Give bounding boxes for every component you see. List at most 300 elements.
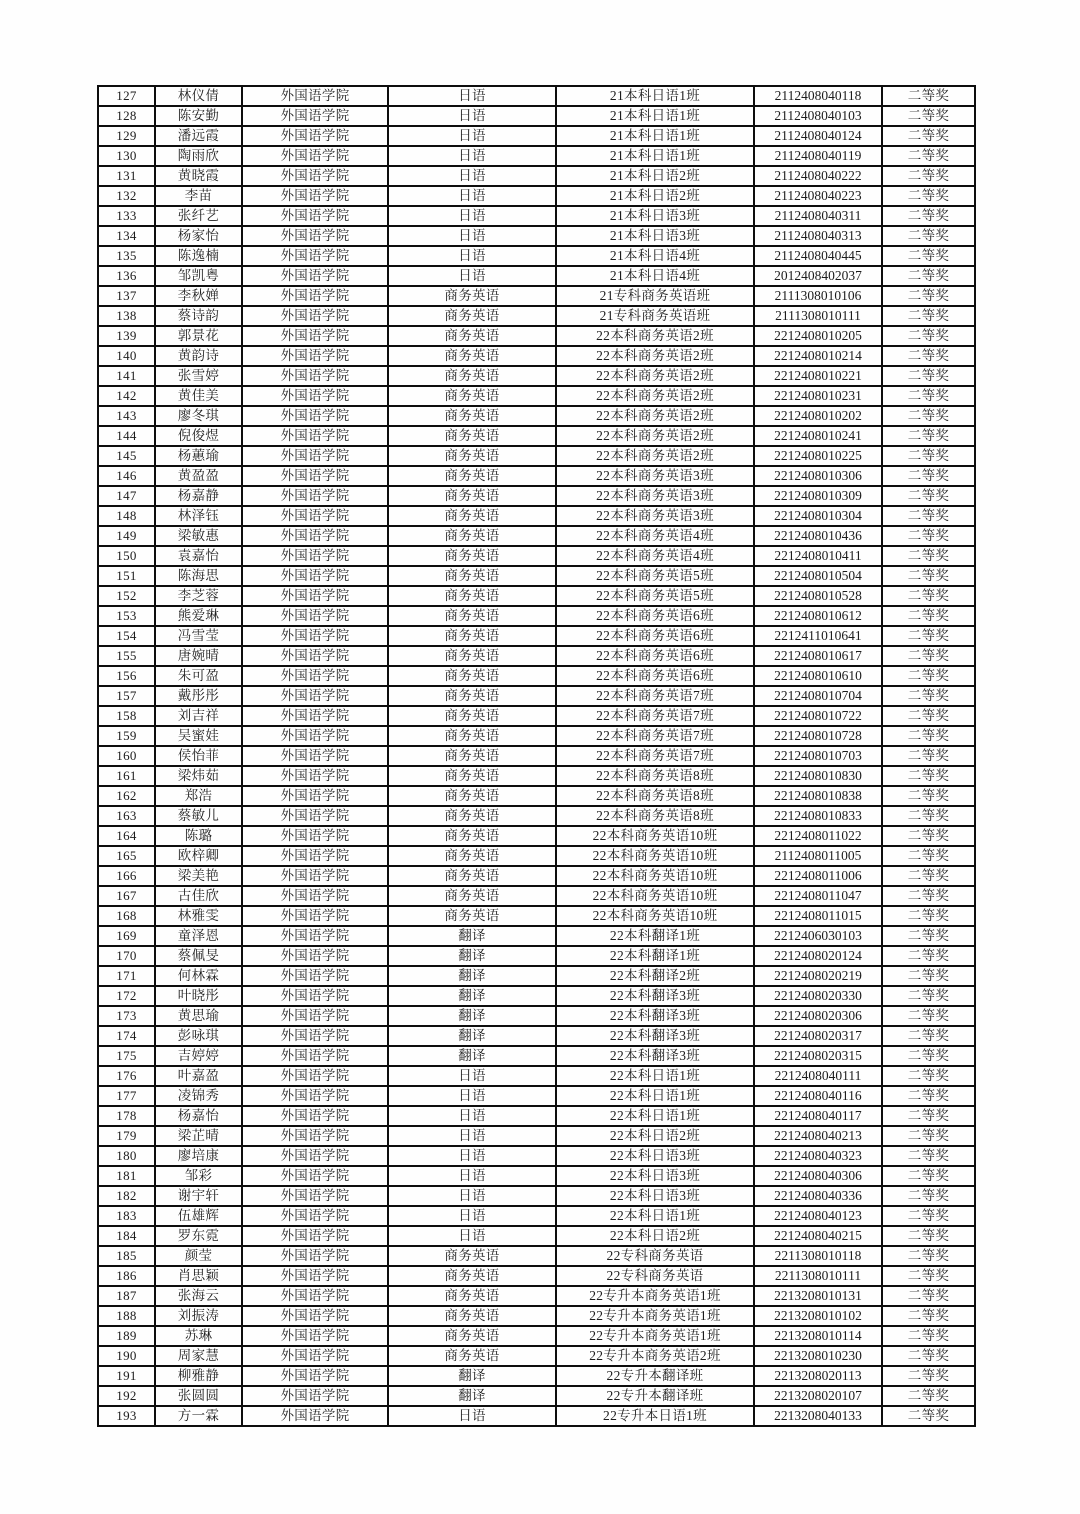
cell-award: 二等奖	[882, 86, 975, 106]
cell-class_name: 22本科商务英语2班	[556, 346, 754, 366]
cell-name: 梁芷晴	[155, 1126, 242, 1146]
table-row	[98, 986, 975, 1006]
cell-number: 132	[98, 186, 155, 206]
cell-number: 128	[98, 106, 155, 126]
cell-college: 外国语学院	[242, 886, 388, 906]
cell-college: 外国语学院	[242, 926, 388, 946]
cell-college: 外国语学院	[242, 326, 388, 346]
cell-college: 外国语学院	[242, 446, 388, 466]
cell-award: 二等奖	[882, 1246, 975, 1266]
cell-class_name: 22专升本日语1班	[556, 1406, 754, 1426]
cell-college: 外国语学院	[242, 406, 388, 426]
cell-student_id: 2213208040133	[754, 1406, 882, 1426]
table-row	[98, 646, 975, 666]
cell-major: 商务英语	[388, 826, 556, 846]
cell-class_name: 22本科日语2班	[556, 1126, 754, 1146]
cell-student_id: 2212408011006	[754, 866, 882, 886]
cell-number: 174	[98, 1026, 155, 1046]
cell-college: 外国语学院	[242, 1406, 388, 1426]
table-row	[98, 386, 975, 406]
cell-college: 外国语学院	[242, 1086, 388, 1106]
table-row	[98, 346, 975, 366]
cell-student_id: 2112408040311	[754, 206, 882, 226]
cell-major: 商务英语	[388, 766, 556, 786]
cell-student_id: 2212408010304	[754, 506, 882, 526]
cell-award: 二等奖	[882, 906, 975, 926]
cell-name: 林泽钰	[155, 506, 242, 526]
cell-class_name: 21本科日语1班	[556, 146, 754, 166]
cell-college: 外国语学院	[242, 1386, 388, 1406]
cell-award: 二等奖	[882, 146, 975, 166]
cell-student_id: 2112408040223	[754, 186, 882, 206]
cell-award: 二等奖	[882, 666, 975, 686]
table-row	[98, 246, 975, 266]
cell-class_name: 22本科商务英语7班	[556, 726, 754, 746]
cell-class_name: 21本科日语3班	[556, 226, 754, 246]
cell-name: 黄盈盈	[155, 466, 242, 486]
cell-college: 外国语学院	[242, 646, 388, 666]
cell-class_name: 22本科日语3班	[556, 1146, 754, 1166]
table-row	[98, 906, 975, 926]
cell-college: 外国语学院	[242, 706, 388, 726]
cell-student_id: 2212408010221	[754, 366, 882, 386]
cell-number: 157	[98, 686, 155, 706]
cell-number: 147	[98, 486, 155, 506]
cell-class_name: 22本科商务英语2班	[556, 386, 754, 406]
cell-name: 蔡敏儿	[155, 806, 242, 826]
cell-college: 外国语学院	[242, 1286, 388, 1306]
cell-major: 商务英语	[388, 546, 556, 566]
cell-name: 苏琳	[155, 1326, 242, 1346]
cell-major: 商务英语	[388, 886, 556, 906]
cell-class_name: 22本科商务英语10班	[556, 886, 754, 906]
cell-number: 175	[98, 1046, 155, 1066]
cell-name: 黄晓霞	[155, 166, 242, 186]
cell-class_name: 22本科翻译3班	[556, 1026, 754, 1046]
cell-student_id: 2212408010309	[754, 486, 882, 506]
cell-name: 林仪倩	[155, 86, 242, 106]
cell-class_name: 21本科日语3班	[556, 206, 754, 226]
cell-major: 日语	[388, 226, 556, 246]
cell-major: 商务英语	[388, 846, 556, 866]
cell-student_id: 2112408011005	[754, 846, 882, 866]
cell-award: 二等奖	[882, 1166, 975, 1186]
cell-student_id: 2212408040117	[754, 1106, 882, 1126]
cell-college: 外国语学院	[242, 806, 388, 826]
cell-number: 141	[98, 366, 155, 386]
cell-class_name: 22本科翻译3班	[556, 1046, 754, 1066]
cell-student_id: 2212408040336	[754, 1186, 882, 1206]
cell-name: 吉婷婷	[155, 1046, 242, 1066]
cell-number: 129	[98, 126, 155, 146]
cell-number: 185	[98, 1246, 155, 1266]
table-row	[98, 926, 975, 946]
cell-name: 罗东霓	[155, 1226, 242, 1246]
cell-student_id: 2112408040313	[754, 226, 882, 246]
cell-major: 商务英语	[388, 906, 556, 926]
cell-major: 日语	[388, 166, 556, 186]
table-row	[98, 886, 975, 906]
cell-name: 廖冬琪	[155, 406, 242, 426]
cell-student_id: 2212408010205	[754, 326, 882, 346]
cell-major: 商务英语	[388, 526, 556, 546]
cell-name: 张圆圆	[155, 1386, 242, 1406]
cell-name: 周家慧	[155, 1346, 242, 1366]
table-row	[98, 266, 975, 286]
cell-award: 二等奖	[882, 586, 975, 606]
table-row	[98, 226, 975, 246]
table-row	[98, 526, 975, 546]
cell-number: 190	[98, 1346, 155, 1366]
cell-college: 外国语学院	[242, 846, 388, 866]
cell-college: 外国语学院	[242, 166, 388, 186]
table-row	[98, 686, 975, 706]
cell-number: 163	[98, 806, 155, 826]
cell-number: 165	[98, 846, 155, 866]
cell-award: 二等奖	[882, 266, 975, 286]
cell-student_id: 2212408010411	[754, 546, 882, 566]
cell-award: 二等奖	[882, 366, 975, 386]
cell-college: 外国语学院	[242, 1106, 388, 1126]
cell-class_name: 21本科日语1班	[556, 126, 754, 146]
cell-major: 商务英语	[388, 726, 556, 746]
table-row	[98, 1226, 975, 1246]
cell-major: 日语	[388, 106, 556, 126]
cell-major: 翻译	[388, 926, 556, 946]
cell-number: 139	[98, 326, 155, 346]
cell-student_id: 2213208020107	[754, 1386, 882, 1406]
cell-name: 刘吉祥	[155, 706, 242, 726]
cell-class_name: 22本科商务英语8班	[556, 786, 754, 806]
cell-number: 154	[98, 626, 155, 646]
cell-class_name: 21专科商务英语班	[556, 306, 754, 326]
cell-major: 日语	[388, 1406, 556, 1426]
cell-major: 商务英语	[388, 346, 556, 366]
cell-award: 二等奖	[882, 526, 975, 546]
table-row	[98, 1026, 975, 1046]
cell-college: 外国语学院	[242, 506, 388, 526]
cell-class_name: 22专升本商务英语2班	[556, 1346, 754, 1366]
cell-major: 商务英语	[388, 1326, 556, 1346]
table-row	[98, 1066, 975, 1086]
cell-class_name: 21专科商务英语班	[556, 286, 754, 306]
cell-name: 倪俊煜	[155, 426, 242, 446]
cell-name: 欧梓卿	[155, 846, 242, 866]
cell-major: 翻译	[388, 986, 556, 1006]
cell-college: 外国语学院	[242, 1006, 388, 1026]
cell-class_name: 22专升本商务英语1班	[556, 1286, 754, 1306]
cell-college: 外国语学院	[242, 566, 388, 586]
cell-award: 二等奖	[882, 1346, 975, 1366]
cell-name: 蔡诗韵	[155, 306, 242, 326]
cell-number: 193	[98, 1406, 155, 1426]
cell-college: 外国语学院	[242, 86, 388, 106]
cell-number: 184	[98, 1226, 155, 1246]
cell-college: 外国语学院	[242, 1206, 388, 1226]
cell-class_name: 22本科商务英语2班	[556, 366, 754, 386]
cell-college: 外国语学院	[242, 606, 388, 626]
cell-award: 二等奖	[882, 1406, 975, 1426]
cell-name: 刘振涛	[155, 1306, 242, 1326]
cell-class_name: 22本科商务英语2班	[556, 426, 754, 446]
cell-award: 二等奖	[882, 1146, 975, 1166]
cell-student_id: 2212408010504	[754, 566, 882, 586]
cell-college: 外国语学院	[242, 746, 388, 766]
cell-class_name: 22本科商务英语8班	[556, 806, 754, 826]
cell-student_id: 2212408010838	[754, 786, 882, 806]
cell-name: 潘远霞	[155, 126, 242, 146]
cell-class_name: 22本科商务英语3班	[556, 466, 754, 486]
cell-major: 日语	[388, 1086, 556, 1106]
cell-name: 彭咏琪	[155, 1026, 242, 1046]
cell-award: 二等奖	[882, 346, 975, 366]
cell-student_id: 2112408040118	[754, 86, 882, 106]
table-row	[98, 606, 975, 626]
cell-number: 160	[98, 746, 155, 766]
awards-table	[97, 85, 976, 1427]
cell-class_name: 22本科商务英语6班	[556, 666, 754, 686]
cell-class_name: 22专升本翻译班	[556, 1366, 754, 1386]
cell-student_id: 2212408010241	[754, 426, 882, 446]
cell-student_id: 2212408010214	[754, 346, 882, 366]
cell-number: 152	[98, 586, 155, 606]
cell-award: 二等奖	[882, 1026, 975, 1046]
cell-major: 商务英语	[388, 426, 556, 446]
cell-name: 吴蜜娃	[155, 726, 242, 746]
cell-award: 二等奖	[882, 506, 975, 526]
cell-student_id: 2212408040213	[754, 1126, 882, 1146]
cell-award: 二等奖	[882, 886, 975, 906]
table-row	[98, 586, 975, 606]
table-row	[98, 186, 975, 206]
cell-name: 张海云	[155, 1286, 242, 1306]
cell-award: 二等奖	[882, 406, 975, 426]
cell-number: 159	[98, 726, 155, 746]
cell-college: 外国语学院	[242, 346, 388, 366]
cell-student_id: 2212408020306	[754, 1006, 882, 1026]
cell-name: 郭景花	[155, 326, 242, 346]
cell-award: 二等奖	[882, 1186, 975, 1206]
cell-student_id: 2112408040445	[754, 246, 882, 266]
table-row	[98, 1146, 975, 1166]
cell-major: 商务英语	[388, 366, 556, 386]
cell-award: 二等奖	[882, 726, 975, 746]
cell-name: 柳雅静	[155, 1366, 242, 1386]
cell-award: 二等奖	[882, 286, 975, 306]
cell-student_id: 2212408011022	[754, 826, 882, 846]
cell-award: 二等奖	[882, 486, 975, 506]
cell-number: 138	[98, 306, 155, 326]
cell-name: 黄思瑜	[155, 1006, 242, 1026]
cell-number: 135	[98, 246, 155, 266]
cell-college: 外国语学院	[242, 866, 388, 886]
cell-college: 外国语学院	[242, 366, 388, 386]
table-row	[98, 1206, 975, 1226]
cell-major: 商务英语	[388, 1266, 556, 1286]
cell-number: 183	[98, 1206, 155, 1226]
cell-class_name: 22本科商务英语10班	[556, 826, 754, 846]
table-row	[98, 1126, 975, 1146]
cell-number: 144	[98, 426, 155, 446]
cell-award: 二等奖	[882, 1226, 975, 1246]
cell-college: 外国语学院	[242, 1346, 388, 1366]
cell-number: 130	[98, 146, 155, 166]
table-row	[98, 106, 975, 126]
cell-college: 外国语学院	[242, 1146, 388, 1166]
cell-major: 商务英语	[388, 326, 556, 346]
cell-award: 二等奖	[882, 246, 975, 266]
cell-major: 日语	[388, 1206, 556, 1226]
cell-award: 二等奖	[882, 446, 975, 466]
cell-name: 李芝蓉	[155, 586, 242, 606]
cell-name: 邹彩	[155, 1166, 242, 1186]
cell-student_id: 2213208010102	[754, 1306, 882, 1326]
cell-name: 李苗	[155, 186, 242, 206]
cell-name: 陈安勤	[155, 106, 242, 126]
cell-class_name: 22本科翻译3班	[556, 1006, 754, 1026]
cell-major: 商务英语	[388, 1246, 556, 1266]
cell-class_name: 22本科商务英语3班	[556, 486, 754, 506]
cell-award: 二等奖	[882, 546, 975, 566]
cell-number: 167	[98, 886, 155, 906]
cell-class_name: 22本科翻译3班	[556, 986, 754, 1006]
cell-name: 凌锦秀	[155, 1086, 242, 1106]
cell-class_name: 21本科日语2班	[556, 186, 754, 206]
cell-name: 陈璐	[155, 826, 242, 846]
cell-award: 二等奖	[882, 1126, 975, 1146]
table-row	[98, 146, 975, 166]
cell-college: 外国语学院	[242, 1246, 388, 1266]
cell-major: 商务英语	[388, 1286, 556, 1306]
cell-student_id: 2212408011015	[754, 906, 882, 926]
cell-class_name: 21本科日语1班	[556, 86, 754, 106]
table-row	[98, 706, 975, 726]
table-row	[98, 1406, 975, 1426]
cell-award: 二等奖	[882, 966, 975, 986]
cell-name: 黄韵诗	[155, 346, 242, 366]
cell-major: 商务英语	[388, 746, 556, 766]
cell-name: 杨嘉怡	[155, 1106, 242, 1126]
table-row	[98, 1046, 975, 1066]
cell-award: 二等奖	[882, 1086, 975, 1106]
cell-college: 外国语学院	[242, 1166, 388, 1186]
cell-class_name: 22本科日语1班	[556, 1066, 754, 1086]
cell-major: 商务英语	[388, 786, 556, 806]
cell-college: 外国语学院	[242, 186, 388, 206]
cell-major: 商务英语	[388, 626, 556, 646]
table-row	[98, 86, 975, 106]
cell-college: 外国语学院	[242, 966, 388, 986]
cell-award: 二等奖	[882, 226, 975, 246]
cell-number: 148	[98, 506, 155, 526]
cell-number: 186	[98, 1266, 155, 1286]
cell-major: 翻译	[388, 946, 556, 966]
cell-class_name: 22本科翻译2班	[556, 966, 754, 986]
cell-award: 二等奖	[882, 1386, 975, 1406]
cell-college: 外国语学院	[242, 826, 388, 846]
cell-major: 商务英语	[388, 486, 556, 506]
cell-student_id: 2212408040111	[754, 1066, 882, 1086]
cell-major: 商务英语	[388, 686, 556, 706]
cell-major: 商务英语	[388, 286, 556, 306]
cell-major: 翻译	[388, 1386, 556, 1406]
table-row	[98, 786, 975, 806]
cell-award: 二等奖	[882, 806, 975, 826]
cell-college: 外国语学院	[242, 1366, 388, 1386]
cell-class_name: 22本科商务英语8班	[556, 766, 754, 786]
cell-college: 外国语学院	[242, 226, 388, 246]
table-row	[98, 626, 975, 646]
cell-major: 商务英语	[388, 606, 556, 626]
cell-college: 外国语学院	[242, 1046, 388, 1066]
table-row	[98, 1246, 975, 1266]
cell-college: 外国语学院	[242, 1066, 388, 1086]
cell-college: 外国语学院	[242, 766, 388, 786]
cell-class_name: 21本科日语4班	[556, 246, 754, 266]
cell-number: 158	[98, 706, 155, 726]
cell-class_name: 22本科商务英语5班	[556, 566, 754, 586]
cell-number: 164	[98, 826, 155, 846]
cell-student_id: 2212408020317	[754, 1026, 882, 1046]
cell-college: 外国语学院	[242, 486, 388, 506]
cell-student_id: 2212408010833	[754, 806, 882, 826]
cell-number: 188	[98, 1306, 155, 1326]
cell-college: 外国语学院	[242, 686, 388, 706]
cell-class_name: 22本科商务英语6班	[556, 606, 754, 626]
cell-major: 翻译	[388, 966, 556, 986]
cell-class_name: 21本科日语2班	[556, 166, 754, 186]
cell-name: 邹凯粤	[155, 266, 242, 286]
cell-award: 二等奖	[882, 1006, 975, 1026]
cell-number: 133	[98, 206, 155, 226]
cell-college: 外国语学院	[242, 666, 388, 686]
cell-number: 187	[98, 1286, 155, 1306]
cell-name: 杨家怡	[155, 226, 242, 246]
cell-number: 134	[98, 226, 155, 246]
cell-major: 日语	[388, 206, 556, 226]
cell-major: 商务英语	[388, 566, 556, 586]
cell-award: 二等奖	[882, 766, 975, 786]
cell-major: 商务英语	[388, 306, 556, 326]
cell-name: 伍雄辉	[155, 1206, 242, 1226]
cell-name: 谢宇轩	[155, 1186, 242, 1206]
table-row	[98, 1306, 975, 1326]
cell-award: 二等奖	[882, 306, 975, 326]
cell-award: 二等奖	[882, 826, 975, 846]
cell-college: 外国语学院	[242, 546, 388, 566]
cell-award: 二等奖	[882, 426, 975, 446]
cell-number: 145	[98, 446, 155, 466]
cell-student_id: 2212408040306	[754, 1166, 882, 1186]
cell-award: 二等奖	[882, 946, 975, 966]
cell-student_id: 2212408020124	[754, 946, 882, 966]
cell-student_id: 2212408010703	[754, 746, 882, 766]
cell-college: 外国语学院	[242, 466, 388, 486]
table-row	[98, 366, 975, 386]
table-row	[98, 486, 975, 506]
cell-name: 杨嘉静	[155, 486, 242, 506]
cell-major: 商务英语	[388, 406, 556, 426]
table-row	[98, 746, 975, 766]
cell-number: 136	[98, 266, 155, 286]
cell-award: 二等奖	[882, 626, 975, 646]
cell-name: 梁敏惠	[155, 526, 242, 546]
cell-student_id: 2211308010118	[754, 1246, 882, 1266]
cell-class_name: 22本科日语2班	[556, 1226, 754, 1246]
table-row	[98, 566, 975, 586]
cell-award: 二等奖	[882, 566, 975, 586]
cell-number: 153	[98, 606, 155, 626]
